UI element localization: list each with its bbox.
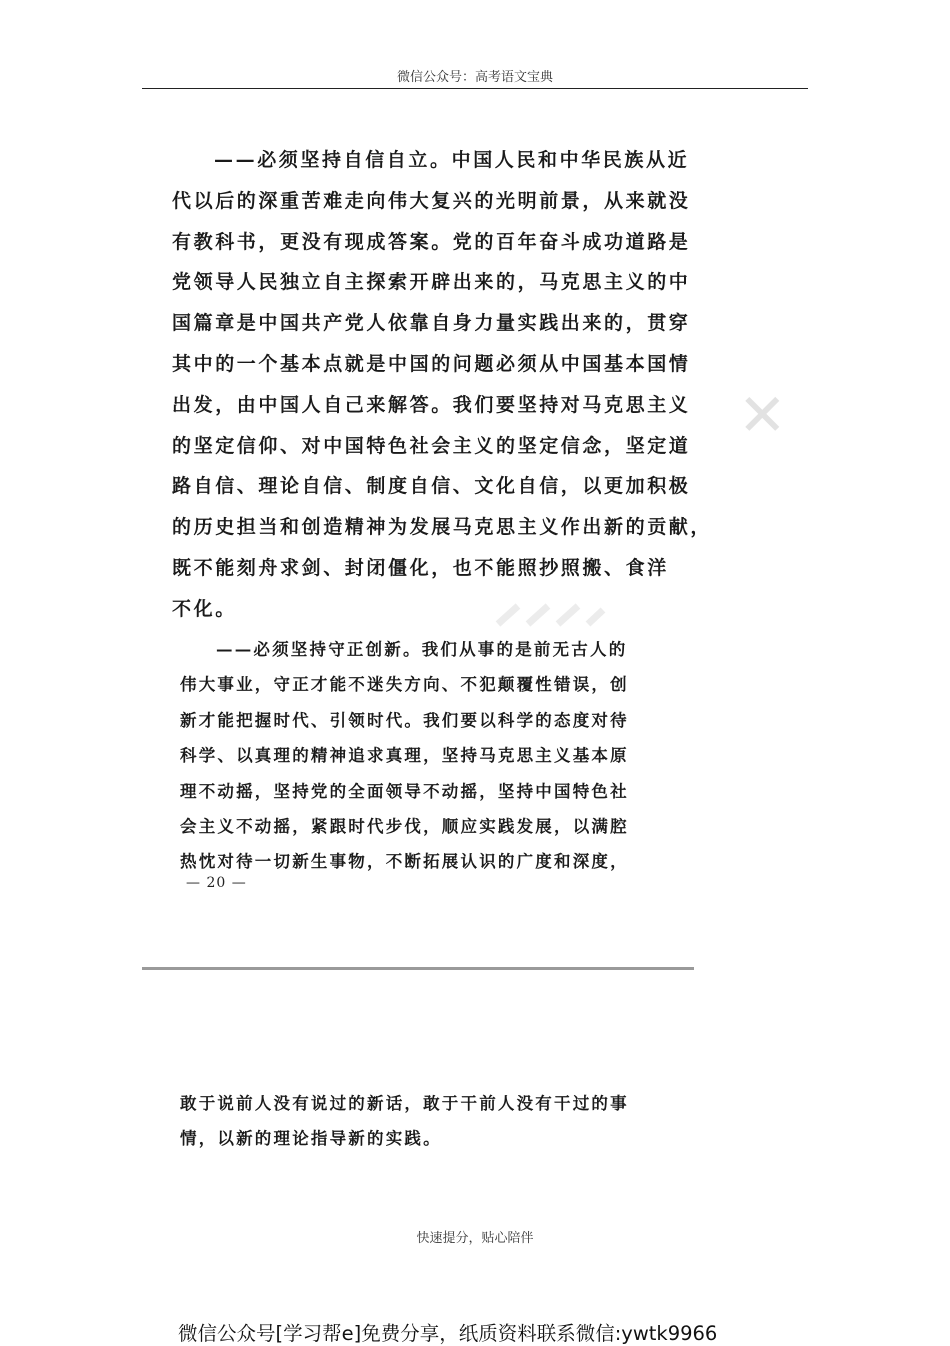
page-header: 微信公众号：高考语文宝典 [396, 70, 553, 85]
text-line: 路自信、理论自信、制度自信、文化自信，以更加积极 [172, 475, 691, 498]
text-line: 情，以新的理论指导新的实践。 [180, 1129, 442, 1148]
text-line: 有教科书，更没有现成答案。党的百年奋斗成功道路是 [172, 230, 691, 253]
text-line: 党领导人民独立自主探索开辟出来的，马克思主义的中 [172, 271, 691, 294]
text-line: 其中的一个基本点就是中国的问题必须从中国基本国情 [172, 352, 691, 375]
text-line: 既不能刻舟求剑、封闭僵化，也不能照抄照搬、食洋 [172, 556, 669, 579]
paragraph-continued [180, 1086, 629, 1156]
text-line: ——必须坚持守正创新。我们从事的是前无古人的 [216, 640, 628, 659]
text-line: 代以后的深重苦难走向伟大复兴的光明前景，从来就没 [172, 189, 691, 212]
text-line: 理不动摇，坚持党的全面领导不动摇，坚持中国特色社 [180, 781, 629, 801]
footer-promo: 微信公众号[学习帮e]免费分享，纸质资料联系微信:ywtk9966 [178, 1322, 718, 1345]
text-line: 热忱对待一切新生事物，不断拓展认识的广度和深度， [180, 852, 629, 872]
watermark-x-mark: ✕ [738, 381, 787, 449]
footer-slogan: 快速提分，贴心陪伴 [416, 1231, 534, 1246]
page-number: — 20 — [186, 875, 247, 891]
page-bottom-divider [142, 967, 694, 970]
text-line: 的历史担当和创造精神为发展马克思主义作出新的贡献， [172, 516, 713, 539]
text-line: 敢于说前人没有说过的新话，敢于干前人没有干过的事 [180, 1094, 629, 1113]
text-line: ——必须坚持自信自立。中国人民和中华民族从近 [214, 149, 690, 171]
paragraph-innovation [180, 632, 629, 880]
text-line: 会主义不动摇，紧跟时代步伐，顺应实践发展，以满腔 [180, 817, 629, 837]
paragraph-self-confidence [172, 140, 712, 630]
text-line: 国篇章是中国共产党人依靠自身力量实践出来的，贯穿 [172, 312, 691, 335]
text-line: 不化。 [172, 597, 237, 620]
text-line: 新才能把握时代、引领时代。我们要以科学的态度对待 [180, 710, 629, 730]
text-line: 出发，由中国人自己来解答。我们要坚持对马克思主义 [172, 393, 691, 416]
text-line: 伟大事业，守正才能不迷失方向、不犯颠覆性错误，创 [180, 675, 629, 695]
text-line: 科学、以真理的精神追求真理，坚持马克思主义基本原 [180, 746, 629, 766]
text-line: 的坚定信仰、对中国特色社会主义的坚定信念，坚定道 [172, 434, 691, 457]
header-divider [142, 88, 808, 89]
